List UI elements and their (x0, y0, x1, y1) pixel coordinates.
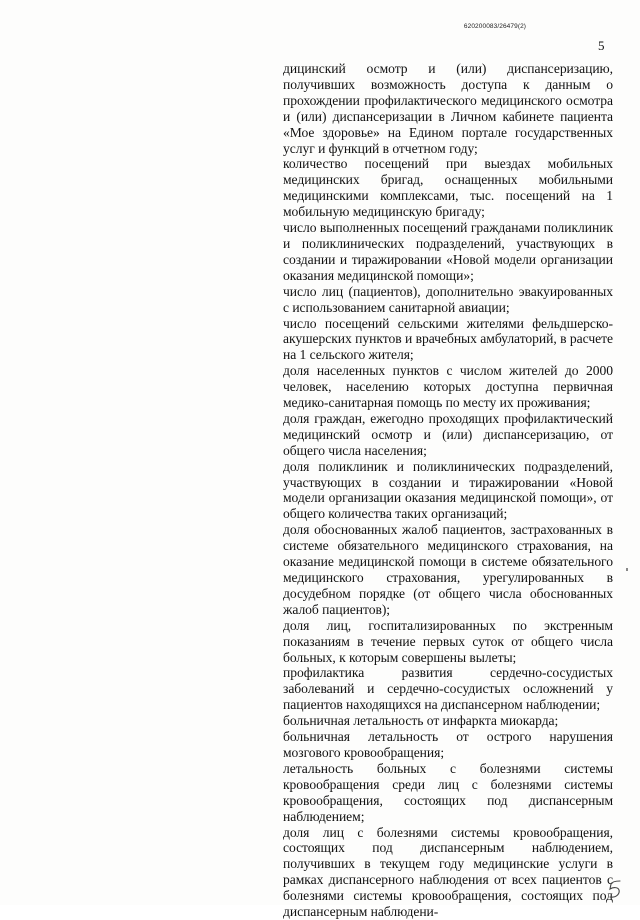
paragraph-hospitalized: доля лиц, госпитализированных по экстренным показаниям в течение первых суток от общего числа больных, к которым совершены вылеты; (283, 617, 613, 665)
document-id: 620200083/26479(2) (463, 23, 527, 30)
handwritten-page-mark (604, 878, 626, 900)
paragraph-rural-visits: число посещений сельскими жителями фельдшерско-акушерских пунктов и врачебных амбулаторий, в расчете на 1 сельского жителя; (283, 315, 613, 363)
paragraph-mortality: летальность больных с болезнями системы кровообращения среди лиц с болезнями системы кровообращения, состоящих под диспансерным наблюдением; (283, 760, 613, 824)
paragraph-clinic-visits: число выполненных посещений гражданами поликлиник и поликлинических подразделений, участвующих в создании и тиражировании «Новой модели организации оказания медицинской помощи»; (283, 220, 613, 283)
paragraph-mobile-brigades: количество посещений при выездах мобильных медицинских бригад, оснащенных мобильными медицинскими комплексами, тыс. посещений на 1 мобильную медицинскую бригаду; (283, 156, 613, 220)
body-text (283, 61, 613, 920)
paragraph-dispensary: доля лиц с болезнями системы кровообращения, состоящих под диспансерным наблюдением, получивших в текущем году медицинские услуги в рамках диспансерного наблюдения от всех пациентов с болезнями системы кровообращения, состоящих под диспансерным наблюдени- (283, 824, 613, 920)
paragraph-clinics-share: доля поликлиник и поликлинических подразделений, участвующих в создании и тиражировании «Новой модели организации оказания медицинской помощи», от общего количества таких организаций; (283, 458, 613, 522)
paragraph-complaints: доля обоснованных жалоб пациентов, застрахованных в системе обязательного медицинского страхования, на оказание медицинской помощи в системе обязательного медицинского страхования, урегулированных в досудебном порядке (от общего числа обоснованных жалоб пациентов); (283, 522, 613, 617)
paragraph-infarction: больничная летальность от инфаркта миокарда; (283, 713, 559, 729)
paragraph-air-ambulance: число лиц (пациентов), дополнительно эвакуированных с использованием санитарной авиации; (283, 283, 613, 315)
paragraph-cardio-prevention: профилактика развития сердечно-сосудистых заболеваний и сердечно-сосудистых осложнений у пациентов находящихся на диспансерном наблюдении; (283, 665, 613, 713)
paragraph-settlements: доля населенных пунктов с числом жителей до 2000 человек, населению которых доступна первичная медико-санитарная помощь по месту их проживания; (283, 363, 613, 411)
page-number: 5 (598, 38, 605, 53)
paragraph-stroke: больничная летальность от острого нарушения мозгового кровообращения; (283, 729, 613, 760)
paragraph-checkups: доля граждан, ежегодно проходящих профилактический медицинский осмотр и (или) диспансеризацию, от общего числа населения; (283, 410, 613, 458)
scan-mark (626, 568, 628, 571)
paragraph-continuation: дицинский осмотр и (или) диспансеризацию, получивших возможность доступа к данным о прохождении профилактического медицинского осмотра и (или) диспансеризации в Личном кабинете пациента «Мое здоровье» на Едином портале государственных услуг и функций в отчетном году; (283, 61, 613, 156)
